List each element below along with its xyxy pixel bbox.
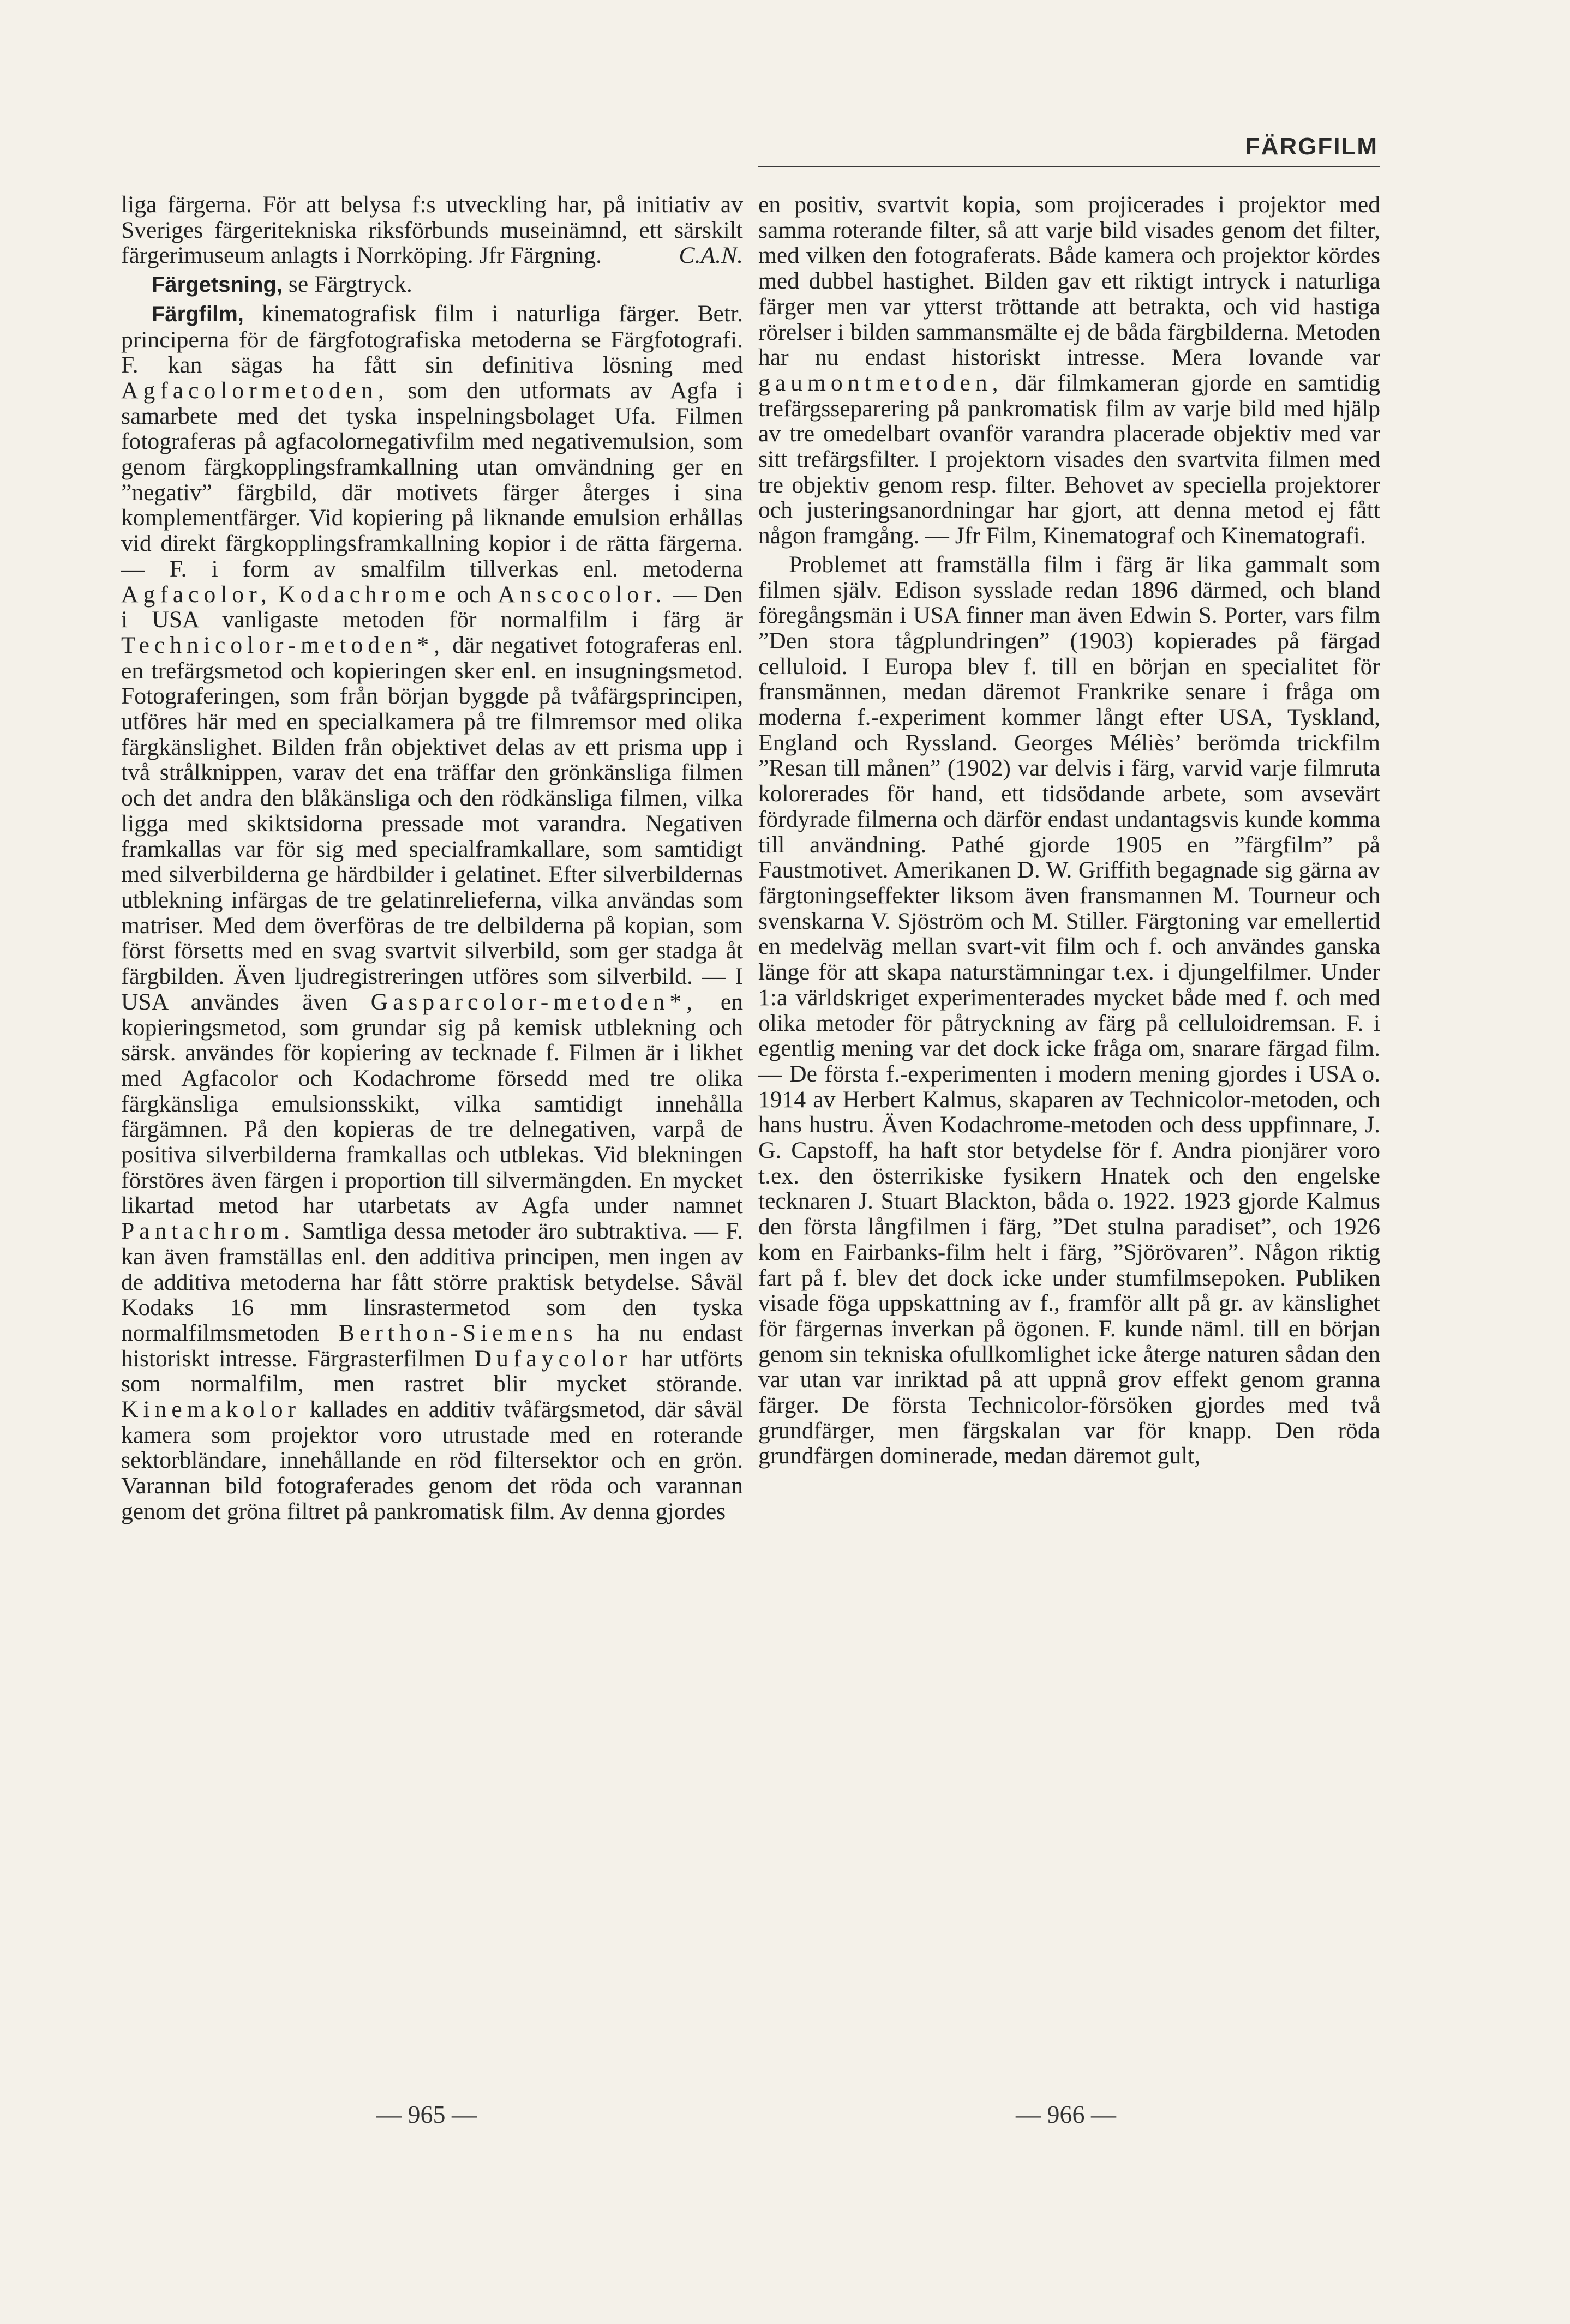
- paragraph-continuation: [121, 192, 743, 268]
- paragraph-continuation: [758, 192, 1380, 549]
- entry-text: som den utformats av Agfa i samarbete med det tyska inspelningsbolaget Ufa. Filmen fotograferas på agfacolornegativfilm med negativemulsion, som genom färgkopplingsframkallning utan omvändning ger en ”negativ” färgbild, där motivets färger återges i sina komplementfärger. Vid kopiering på liknande emulsion erhållas vid direkt färgkopplingsframkallning kopior i de rätta färgerna. — F. i form av smalfilm tillverkas enl. metoderna: [121, 377, 743, 582]
- spaced-term: Anscocolor.: [498, 581, 667, 608]
- spaced-term: gaumontmetoden,: [758, 369, 1003, 396]
- spaced-term: Agfacolor,: [121, 581, 272, 608]
- author-signature: C.A.N.: [679, 242, 743, 269]
- paragraph-text: där filmkameran gjorde en samtidig trefärgsseparering på pankromatisk film av varje bild med hjälp av tre omedelbart ovanför varandra placerade objektiv med var sitt trefärgsfilter. I projektorn visades den svartvita filmen med tre objektiv genom resp. filter. Behovet av speciella projektorer och justeringsanordningar har gjort, att denna metod ej fått någon framgång. — Jfr Film, Kinematograf och Kinematografi.: [758, 369, 1380, 549]
- entry-text: och: [450, 581, 498, 608]
- spaced-term: Kinemakolor: [121, 1396, 301, 1423]
- entry-text: ha nu endast historiskt intresse. Färgrasterfilmen: [121, 1319, 743, 1372]
- entry-text: se Färgtryck.: [283, 271, 412, 298]
- entry-fargetsning: [121, 272, 743, 298]
- entry-text: en kopieringsmetod, som grundar sig på kemisk utblekning och särsk. användes för kopiering av tecknade f. Filmen är i likhet med Agfacolor och Kodachrome försedd med tre olika färgkänsliga emulsionsskikt, vilka samtidigt innehålla färgämnen. På den kopieras de tre delnegativen, varpå de positiva silverbilderna framkallas och utblekas. Vid blekningen förstöres även färgen i proportion till silvermängden. En mycket likartad metod har utarbetats av Agfa under namnet: [121, 988, 743, 1219]
- spaced-term: Dufaycolor: [474, 1345, 632, 1372]
- spaced-term: Pantachrom.: [121, 1218, 295, 1245]
- spaced-term: Berthon-Siemens: [338, 1319, 578, 1346]
- entry-text: där negativet fotograferas enl. en trefärgsmetod och kopieringen sker enl. en insugningsmetod. Fotograferingen, som från början byggde på tvåfärgsprincipen, utföres här med en specialkamera på tre filmremsor med olika färgkänslighet. Bilden från objektivet delas av ett prisma upp i två strålknippen, varav det ena träffar den grönkänsliga filmen och det andra den blåkänsliga och den rödkänsliga filmen, vilka ligga med skiktsidorna pressade mot varandra. Negativen framkallas var för sig med specialframkallare, som samtidigt med silverbilderna ge härdbilder i gelatinet. Efter silverbildernas utblekning infärgas de tre gelatinrelieferna, vilka användas som matriser. Med dem överföras de tre delbilderna på kopian, som först försetts med en svag svartvit silverbild, som ger stadga åt färgbilden. Även ljudregistreringen utföres som silverbild. — I USA användes även: [121, 632, 743, 1015]
- paragraph-text: liga färgerna. För att belysa f:s utveckling har, på initiativ av Sveriges färgeritekniska riksförbunds museinämnd, ett särskilt färgerimuseum anlagts i Norrköping. Jfr Färgning.: [121, 191, 743, 269]
- paragraph-text: en positiv, svartvit kopia, som projicerades i projektor med samma roterande filter, så att varje bild visades genom det filter, med vilken den fotograferats. Både kamera och projektor kördes med dubbel hastighet. Bilden gav ett riktigt intryck i naturliga färger men var ytterst tröttande att betrakta, och vid hastiga rörelser i bilden sammansmälte ej de båda färgbilderna. Metoden har nu endast historiskt intresse. Mera lovande var: [758, 191, 1380, 371]
- running-head: FÄRGFILM: [1245, 133, 1378, 160]
- entry-headword: Färgetsning,: [152, 273, 283, 297]
- entry-text: — Den i USA vanligaste metoden för normalfilm i färg är: [121, 581, 743, 633]
- header-rule: [758, 166, 1380, 167]
- entry-text: har utförts som normalfilm, men rastret blir mycket störande.: [121, 1345, 743, 1397]
- entry-text: kinematografisk film i naturliga färger. Betr. principerna för de färgfotografiska metoderna se Färgfotografi. F. kan sägas ha fått sin definitiva lösning med: [121, 300, 743, 379]
- paragraph-history: Problemet att framställa film i färg är lika gammalt som filmen själv. Edison sysslade redan 1896 därmed, och bland föregångsmän i USA finner man även Edwin S. Porter, vars film ”Den stora tågplundringen” (1903) kopierades på färgad celluloid. I Europa blev f. till en början en specialitet för fransmännen, medan däremot Frankrike senare i fråga om moderna f.-experiment kommer långt efter USA, Tyskland, England och Ryssland. Georges Méliès’ berömda trickfilm ”Resan till månen” (1902) var delvis i färg, varvid varje filmruta kolorerades för hand, ett tidsödande arbete, som avsevärt fördyrade filmerna och därför endast undantagsvis kunde komma till användning. Pathé gjorde 1905 en ”färgfilm” på Faustmotivet. Amerikanen D. W. Griffith begagnade sig gärna av färgtoningseffekter liksom även fransmannen M. Tourneur och svenskarna V. Sjöström och M. Stiller. Färgtoning var emellertid en medelväg mellan svart-vit film och f. och användes ganska länge för att skapa naturstämningar t.ex. i djungelfilmer. Under 1:a världskriget experimenterades mycket både med f. och med olika metoder för påtryckning av färg på celluloidremsan. F. i egentlig mening var det dock icke fråga om, snarare färgad film. — De första f.-experimenten i modern mening gjordes i USA o. 1914 av Herbert Kalmus, skaparen av Technicolor-metoden, och hans hustru. Även Kodachrome-metoden och dess uppfinnare, J. G. Capstoff, ha haft stor betydelse för f. Andra pionjärer voro t.ex. den österrikiske fysikern Hnatek och den engelske tecknaren J. Stuart Blackton, båda o. 1922. 1923 gjorde Kalmus den första långfilmen i färg, ”Det stulna paradiset”, och 1926 kom en Fairbanks-film helt i färg, ”Sjörövaren”. Någon riktig fart på f. blev det dock icke under stumfilmsepoken. Publiken visade föga uppskattning av f., framför allt på gr. av känslighet för färgernas inverkan på ögonen. F. kunde näml. till en början genom sin tekniska ofullkomlighet icke återge naturen sådan den var utan var inriktad på att uppnå grov effekt genom granna färger. De första Technicolor-försöken gjordes med två grundfärger, men färgskalan var för knapp. Den röda grundfärgen dominerade, medan däremot gult,: [758, 551, 1380, 1469]
- left-column: [121, 192, 743, 1524]
- entry-text: kallades en additiv tvåfärgsmetod, där såväl kamera som projektor voro utrustade med en roterande sektorbländare, innehållande en röd filtersektor och en grön. Varannan bild fotograferades genom det röda och varannan genom det gröna filtret på pankromatisk film. Av denna gjordes: [121, 1396, 743, 1524]
- page-number-left: — 965 —: [376, 2100, 477, 2128]
- spaced-term: Kodachrome: [278, 581, 451, 608]
- page-number-right: — 966 —: [1016, 2100, 1116, 2128]
- entry-text: Samtliga dessa metoder äro subtraktiva. — F. kan även framställas enl. den additiva principen, men ingen av de additiva metoderna har fått större praktisk betydelse. Såväl Kodaks 16 mm linsrastermetod som den tyska normalfilmsmetoden: [121, 1218, 743, 1346]
- spaced-term: Agfacolormetoden,: [121, 377, 389, 404]
- entry-fargfilm: [121, 301, 743, 1524]
- spaced-term: Gasparcolor-metoden*,: [370, 988, 698, 1015]
- entry-headword: Färgfilm,: [152, 302, 244, 326]
- right-column: [758, 192, 1380, 1469]
- spaced-term: Technicolor-metoden*,: [121, 632, 445, 658]
